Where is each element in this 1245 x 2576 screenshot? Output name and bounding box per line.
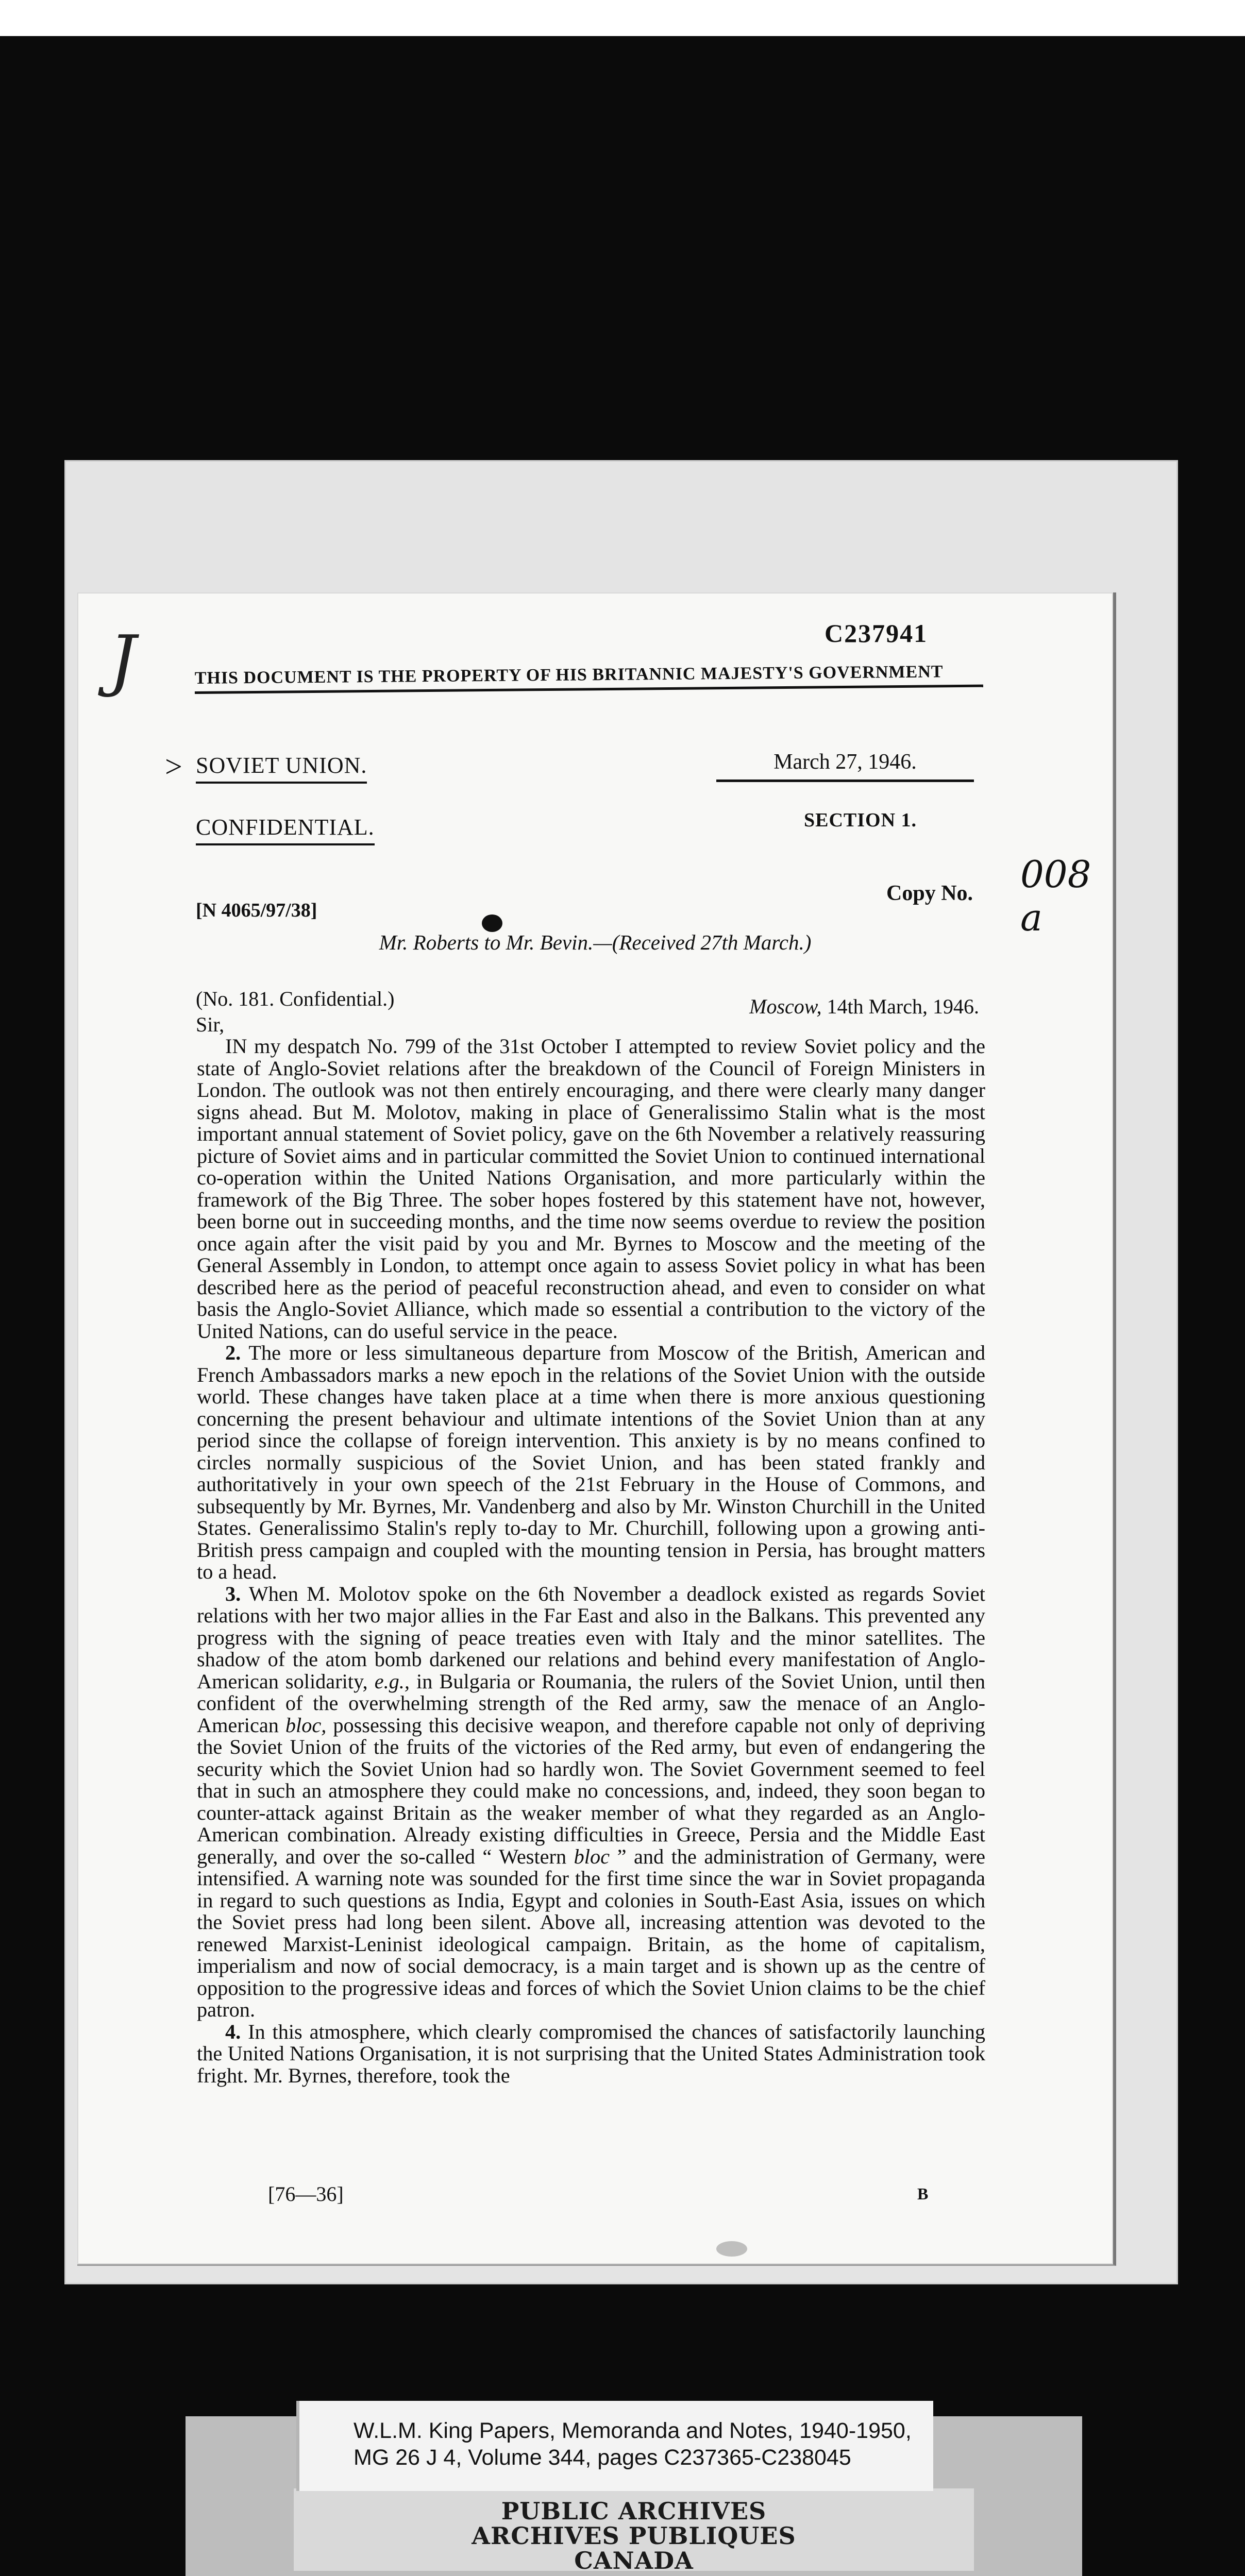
country-text: SOVIET UNION.	[196, 753, 367, 778]
paragraph-3-bloc: bloc,	[285, 1713, 327, 1737]
paragraph-3-text-a: When M. Molotov spoke on the 6th November a deadlock existed as regards Soviet relations with her two major allies in the Far East and also in the Balkans. This prevented any progress with the signing of peace treaties even with Italy and the minor satellites. The shadow of the atom bomb darkened our relations and behind every manifestation of Anglo-American solidarity,	[197, 1582, 985, 1693]
paragraph-number: 4.	[225, 2020, 241, 2043]
paragraph-2	[197, 1342, 985, 1583]
paragraph-1: IN my despatch No. 799 of the 31st October I attempted to review Soviet policy and the state of Anglo-Soviet relations after the breakdown of the Council of Foreign Ministers in London. The outlook was not then entirely encouraging, and there were clearly many danger signs ahead. But M. Molotov, making in place of Generalissimo Stalin what is the most important annual statement of Soviet policy, gave on the 6th November a relatively reassuring picture of Soviet aims and in particular committed the Soviet Union to continued international co-operation within the United Nations Organisation, and more particularly within the framework of the Big Three. The sober hopes fostered by this statement have not, however, been borne out in succeeding months, and the time now seems overdue to review the position once again after the visit paid by you and Mr. Byrnes to Moscow and the meeting of the General Assembly in London, to attempt once again to assess Soviet policy in what has been described here as the period of peaceful reconstruction ahead, and even to consider on what basis the Anglo-Soviet Alliance, which made so essential a contribution to the victory of the United Nations, can do useful service in the peace.	[197, 1035, 985, 1343]
archive-stamp-line-2: ARCHIVES PUBLIQUES	[472, 2522, 796, 2550]
ink-smudge	[716, 2241, 747, 2257]
document-number: C237941	[825, 619, 928, 648]
copy-label: Copy No.	[886, 882, 973, 905]
paragraph-3-text-b: in Bulgaria or Roumania, the rulers of the Soviet Union, until then confident of the overwhelming strength of the Red army, saw the menace of an Anglo-American	[197, 1669, 985, 1737]
copy-number-handwritten: 008 a	[1020, 853, 1091, 939]
archive-stamp	[186, 2499, 1082, 2573]
place-name: Moscow,	[749, 995, 822, 1018]
paragraph-2-text: The more or less simultaneous departure from Moscow of the British, American and French Ambassadors marks a new epoch in the relations of the Soviet Union with the outside world. These changes have taken place at a time when there is more anxious questioning concerning the present behaviour and ultimate intentions of the Soviet Union than at any period since the collapse of foreign intervention. This anxiety is by no means confined to circles normally suspicious of the Soviet Union, and has been stated frankly and authoritatively in your own speech of the 21st February in the House of Commons, and subsequently by Mr. Byrnes, Mr. Vandenberg and also by Mr. Winston Churchill in the United States. Generalissimo Stalin's reply to-day to Mr. Churchill, following upon a growing anti-British press campaign and coupled with the mounting tension in Persia, has brought matters to a head.	[197, 1341, 985, 1583]
paragraph-4-text: In this atmosphere, which clearly compromised the chances of satisfactorily launching the United Nations Organisation, it is not surprising that the United States Administration took fright. Mr. Byrnes, therefore, took the	[197, 2020, 986, 2087]
place-date-text: 14th March, 1946.	[821, 995, 979, 1018]
ink-blot	[482, 914, 502, 932]
scan-top-border	[0, 0, 1245, 36]
document-page	[77, 592, 1116, 2266]
archive-stamp-line-3: CANADA	[574, 2547, 694, 2574]
paragraph-3	[197, 1583, 985, 2021]
despatch-heading: Mr. Roberts to Mr. Bevin.—(Received 27th March.)	[379, 930, 812, 954]
archive-label-line-2: MG 26 J 4, Volume 344, pages C237365-C238045	[354, 2445, 851, 2470]
country-heading	[165, 750, 367, 784]
letter-body	[197, 1036, 985, 2087]
paragraph-4	[197, 2021, 985, 2087]
archive-label-line-1: W.L.M. King Papers, Memoranda and Notes, 1940-1950,	[354, 2418, 912, 2443]
pencil-arrow-icon: >	[165, 750, 183, 784]
salutation: Sir,	[196, 1013, 225, 1036]
place-date	[696, 994, 979, 1019]
property-notice: THIS DOCUMENT IS THE PROPERTY OF HIS BRITANNIC MAJESTY'S GOVERNMENT	[195, 662, 983, 694]
file-reference: [N 4065/97/38]	[196, 900, 317, 921]
margin-mark: J	[109, 621, 137, 699]
document-date: March 27, 1946.	[716, 750, 974, 782]
archive-label	[296, 2401, 933, 2491]
paragraph-3-text-d: ” and the administration of Germany, were intensified. A warning note was sounded for the first time since the war in Soviet propaganda in regard to such questions as India, Egypt and colonies in South-East Asia, issues on which the Soviet press had long been silent. Above all, increasing attention was devoted to the renewed Marxist-Leninist ideological campaign. Britain, as the home of capitalism, imperialism and now of social democracy, is a main target and is shown up as the centre of opposition to the progressive ideas and forces of which the Soviet Union claims to be the chief patron.	[197, 1844, 985, 2021]
signature-mark: B	[917, 2184, 929, 2203]
paragraph-3-text-c: possessing this decisive weapon, and therefore capable not only of depriving the Soviet Union of the fruits of the victories of the Red army, but even of endangering the security which the Soviet Union had so hardly won. The Soviet Government seemed to feel that in such an atmosphere they could make no concessions, and, indeed, they soon began to counter-attack against Britain as the weaker member of what they regarded as an Anglo-American combination. Already existing difficulties in Greece, Persia and the Middle East generally, and over the so-called “ Western	[197, 1713, 986, 1868]
paragraph-number: 3.	[225, 1582, 241, 1605]
print-code: [76—36]	[268, 2182, 344, 2206]
archive-stamp-line-1: PUBLIC ARCHIVES	[501, 2497, 767, 2525]
section-label: SECTION 1.	[804, 809, 917, 831]
classification: CONFIDENTIAL.	[196, 814, 375, 845]
despatch-number: (No. 181. Confidential.)	[196, 987, 395, 1010]
paragraph-3-eg: e.g.,	[374, 1669, 410, 1693]
paragraph-3-bloc-2: bloc	[574, 1844, 610, 1868]
paragraph-number: 2.	[225, 1341, 241, 1364]
